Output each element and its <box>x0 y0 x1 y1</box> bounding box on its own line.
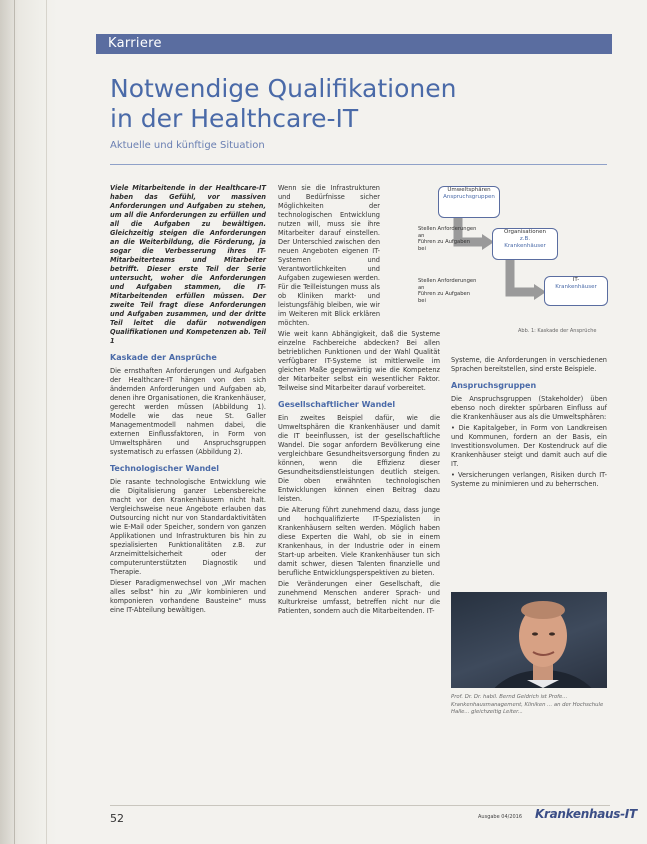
paragraph: Dieser Paradigmenwechsel von „Wir machen alles selbst“ hin zu „Wir kombinieren und komponieren vorhandene Bausteine“ muss eine IT-Abteilung bewältigen. <box>110 579 266 614</box>
heading-anspruchsgruppen: Anspruchsgruppen <box>451 381 537 390</box>
paragraph: Die rasante technologische Entwicklung wie die Digitalisierung ganzer Lebensbereiche macht vor den Krankenhäusern nicht halt. Vergleichsweise neue Angebote erlauben das Outsourcing nicht nur von Standardaktivitäten wie E-Mail oder Speicher, sondern von ganzen Applikationen und Infrastrukturen bis hin zu spezialisierten Funktionalitäten z.B. zur Arzneimittelsicherheit oder der computerunterstützten Diagnostik und Therapie. <box>110 478 266 576</box>
box-organisationen-label: Organisationen <box>503 229 546 235</box>
article-title-line1: Notwendige Qualifikationen <box>110 74 457 103</box>
box-organisationen-sub2: Krankenhäuser <box>504 243 546 249</box>
diagram-caption: Abb. 1: Kaskade der Ansprüche <box>518 328 597 334</box>
page-number: 52 <box>110 812 124 825</box>
binding-line <box>46 0 47 844</box>
paragraph: • Versicherungen verlangen, Risiken durch IT-Systeme zu minimieren und zu beherrschen. <box>451 471 607 488</box>
issue-label: Ausgabe 04/2016 <box>478 814 523 820</box>
diagram-label-1-line: Führen zu Aufgaben <box>418 239 470 245</box>
diagram-label-1-line: bei <box>418 245 426 252</box>
heading-kaskade: Kaskade der Ansprüche <box>110 353 217 362</box>
article-subtitle: Aktuelle und künftige Situation <box>110 140 265 151</box>
diagram-label-2-line: Führen zu Aufgaben <box>418 291 470 297</box>
diagram-label-1-line: Stellen Anforderungen <box>418 226 477 232</box>
box-umweltsphaeren <box>438 186 500 218</box>
diagram-label-2-line: bei <box>418 297 426 304</box>
footer-rule <box>110 805 610 806</box>
diagram-label-2 <box>418 278 476 304</box>
box-it <box>544 276 608 306</box>
section-label: Karriere <box>108 36 162 51</box>
paragraph: Die Anspruchsgruppen (Stakeholder) üben ebenso noch direkter spürbaren Einfluss auf die Krankenhäuser aus als die Umweltsphären: <box>451 395 607 421</box>
diagram-label-1 <box>418 226 476 252</box>
diagram-label-1-line: an <box>418 232 425 239</box>
paragraph: Systeme, die Anforderungen in verschiedenen Sprachen bereitstellen, sind erste Beispiele. <box>451 356 607 373</box>
paragraph: Die Veränderungen einer Gesellschaft, die zunehmend Menschen anderer Sprach- und Kulturkreise umfasst, betreffen nicht nur die Patienten, sondern auch die Mitarbeitenden. IT- <box>278 580 440 615</box>
diagram-label-2-line: Stellen Anforderungen <box>418 278 477 284</box>
paragraph: Die ernsthaften Anforderungen und Aufgaben der Healthcare-IT hängen von den sich ändernden Anforderungen und Aufgaben ab, denen ihre Organisationen, die Krankenhäuser, gerecht werden müssen (Abbildung 1). Modelle wie das neue St. Galler Managementmodell nahmen dabei, die externen Einflussfaktoren, in Form von Umweltsphären und Anspruchsgruppen systematisch zu erfassen (Abbildung 2). <box>110 367 266 456</box>
magazine-logo: Krankenhaus-IT <box>535 807 637 821</box>
heading-gesellschaftlicher-wandel: Gesellschaftlicher Wandel <box>278 400 396 409</box>
heading-technologischer-wandel: Technologischer Wandel <box>110 464 220 473</box>
paragraph: Wenn sie die Infrastrukturen und Bedürfnisse sicher Möglichkeiten der technologischen Entwicklung nutzen will, muss sie ihre Mitarbeiter darauf einstellen. Der Unterschied zwischen den neuen Angeboten eigenen IT-Systemen und Verantwortlichkeiten und Aufgaben zugewiesen werden. Für die Teilleistungen muss als ob Kliniken markt- und leistungsfähig bleiben, wie wir im Weiteren mit Blick erklären möchten. <box>278 184 380 327</box>
intro-paragraph: Viele Mitarbeitende in der Healthcare-IT haben das Gefühl, vor massiven Anforderungen und Aufgaben zu stehen, um all die Anforderungen zu erfüllen und all die Aufgaben zu bewältigen. Gleichzeitig steigen die Anforderungen an die Weiterbildung, die Förderung, ja sogar die Verbesserung ihres IT-Mitarbeiterteams und Mitarbeiter betrifft. Dieser erste Teil der Serie untersucht, woher die Anforderungen und Aufgaben stammen, die IT-Mitarbeitenden erfüllen müssen. Der zweite Teil fragt diese Anforderungen und Aufgaben zusammen, und der dritte Teil leitet die dafür notwendigen Qualifikationen und Kompetenzen ab. Teil 1 <box>110 184 266 345</box>
section-band <box>96 34 612 54</box>
article-title <box>110 74 590 134</box>
box-it-label: IT- <box>572 277 580 283</box>
box-it-sub: Krankenhäuser <box>555 284 597 290</box>
paragraph: • Die Kapitalgeber, in Form von Landkreisen und Kommunen, fordern an der Basis, ein Investitionsvolumen. Der Kostendruck auf die Krankenhäuser steigt und damit auch auf die IT. <box>451 424 607 468</box>
box-organisationen <box>492 228 558 260</box>
author-photo <box>451 592 607 688</box>
diagram-label-2-line: an <box>418 284 425 291</box>
page-binding <box>0 0 58 844</box>
cascade-diagram <box>420 180 610 340</box>
paragraph: Ein zweites Beispiel dafür, wie die Umweltsphären die Krankenhäuser und damit die IT beeinflussen, ist der gesellschaftliche Wandel. Die sogar anfordern Bevölkerung eine vergleichbare Gesundheitsversorgung finden zu können, wenn die Effizienz dieser Gesundheitsdienstleistungen deutlich steigen. Die oben erwähnten technologischen Entwicklungen können einen Beitrag dazu leisten. <box>278 414 440 503</box>
paragraph: Die Alterung führt zunehmend dazu, dass junge und hochqualifizierte IT-Spezialisten in Krankenhäusern selten werden. Möglich haben diese Experten die Wahl, ob sie in einem Krankenhaus, in der Industrie oder in einem Start-up arbeiten. Viele Krankenhäuser tun sich damit schwer, diesen Talenten finanzielle und berufliche Entwicklungsperspektiven zu bieten. <box>278 506 440 577</box>
binding-line <box>14 0 15 844</box>
paragraph: Wie weit kann Abhängigkeit, daß die Systeme einzelne Fachbereiche abdecken? Bei allen betrieblichen Funktionen und der Wahl Qualität verfügbarer IT-Systeme ist mittlerweile im gleichen Maße gegenwärtig wie die Kompetenz der Mitarbeiter selbst ein wesentlicher Faktor. Teilweise sind Mitarbeiter darauf vorbereitet. <box>278 330 440 392</box>
box-umweltsphaeren-label: Umweltsphären <box>447 187 491 193</box>
article-title-line2: in der Healthcare-IT <box>110 104 359 133</box>
title-rule <box>110 164 607 165</box>
author-caption: Prof. Dr. Dr. habil. Bernd Geldrich ist Profe... Krankenhausmanagement, Kliniken ... an der Hochschule Halle... gleichzeitig Leiter... <box>451 694 604 715</box>
box-umweltsphaeren-sub: Anspruchsgruppen <box>443 194 495 200</box>
column-1 <box>110 184 266 617</box>
box-organisationen-sub: z.B. <box>519 236 531 242</box>
column-3 <box>451 356 607 491</box>
author-portrait <box>451 592 607 688</box>
column-2 <box>278 184 440 618</box>
